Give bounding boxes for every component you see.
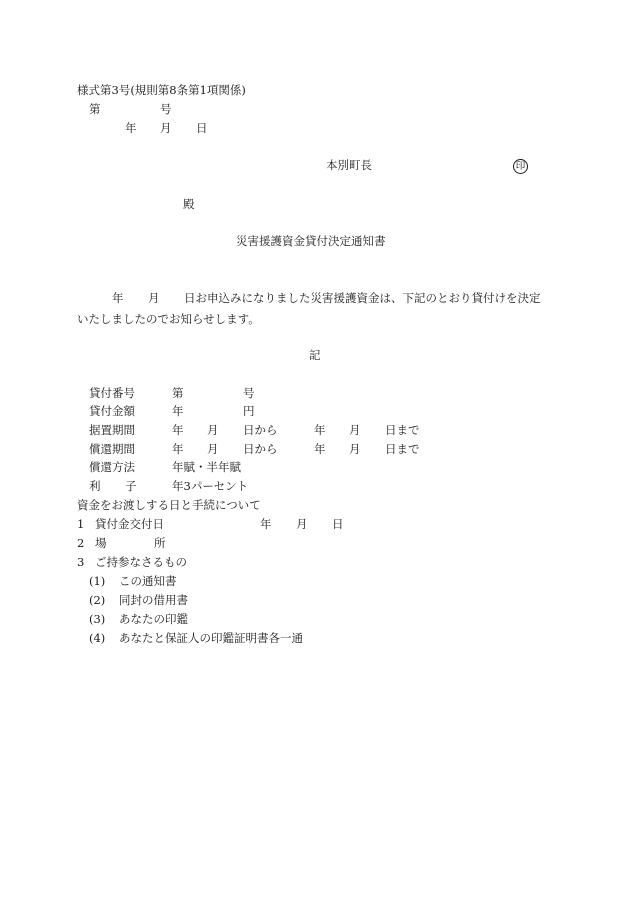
item-number: 2	[77, 536, 85, 550]
addressee-suffix: 殿	[183, 197, 195, 211]
sub-item-text: この通知書	[119, 574, 177, 588]
doc-date-month: 月	[160, 121, 172, 135]
sub-item-number: (1)	[89, 574, 106, 588]
detail-value: 年	[172, 404, 184, 418]
detail-value: 年	[172, 442, 184, 456]
detail-value: 月	[349, 442, 361, 456]
detail-value: 日まで	[385, 442, 420, 456]
sub-item-text: あなたの印鑑	[119, 612, 188, 626]
item-month: 月	[296, 517, 308, 531]
detail-label: 償還方法	[89, 460, 135, 474]
form-label: 様式第3号(規則第8条第1項関係)	[77, 83, 246, 97]
item-label: 場	[95, 536, 107, 550]
item-number: 3	[77, 555, 85, 569]
detail-value: 日まで	[385, 423, 420, 437]
detail-value: 年3パーセント	[172, 479, 249, 493]
item-label: ご持参なさるもの	[95, 555, 187, 569]
detail-value: 円	[243, 404, 255, 418]
body-month: 月	[148, 291, 160, 305]
detail-value: 号	[243, 386, 255, 400]
detail-value: 月	[207, 442, 219, 456]
issuer-name: 本別町長	[326, 158, 372, 172]
seal-mark: 印	[513, 159, 528, 174]
sub-item-text: 同封の借用書	[119, 593, 188, 607]
sub-item-text: あなたと保証人の印鑑証明書各一通	[119, 631, 303, 645]
doc-date-day: 日	[196, 121, 208, 135]
detail-value: 日から	[243, 423, 278, 437]
detail-label: 貸付金額	[89, 404, 135, 418]
item-label: 貸付金交付日	[95, 517, 164, 531]
document-title: 災害援護資金貸付決定通知書	[236, 234, 386, 248]
detail-value: 年	[314, 442, 326, 456]
item-year: 年	[260, 517, 272, 531]
item-day: 日	[332, 517, 344, 531]
detail-value: 年	[314, 423, 326, 437]
detail-value: 日から	[243, 442, 278, 456]
detail-value: 年	[172, 423, 184, 437]
item-label: 所	[154, 536, 166, 550]
body-line2: いたしましたのでお知らせします。	[77, 312, 260, 326]
detail-label: 償還期間	[89, 442, 135, 456]
detail-value: 月	[207, 423, 219, 437]
item-number: 1	[77, 517, 85, 531]
sub-item-number: (3)	[89, 612, 106, 626]
doc-date-year: 年	[125, 121, 137, 135]
doc-number-prefix: 第	[89, 102, 101, 116]
sub-item-number: (4)	[89, 631, 106, 645]
doc-number-suffix: 号	[160, 102, 172, 116]
detail-value: 月	[349, 423, 361, 437]
body-year: 年	[112, 291, 124, 305]
detail-value: 年賦・半年賦	[172, 460, 241, 474]
section-heading: 資金をお渡しする日と手続について	[77, 498, 261, 512]
detail-label: 子	[125, 479, 137, 493]
detail-label: 利	[89, 479, 101, 493]
sub-item-number: (2)	[89, 593, 106, 607]
body-line1: 日お申込みになりました災害援護資金は、下記のとおり貸付けを決定	[184, 291, 541, 305]
detail-label: 貸付番号	[89, 386, 135, 400]
detail-label: 据置期間	[89, 423, 135, 437]
detail-value: 第	[172, 386, 184, 400]
ki-heading: 記	[309, 348, 321, 362]
